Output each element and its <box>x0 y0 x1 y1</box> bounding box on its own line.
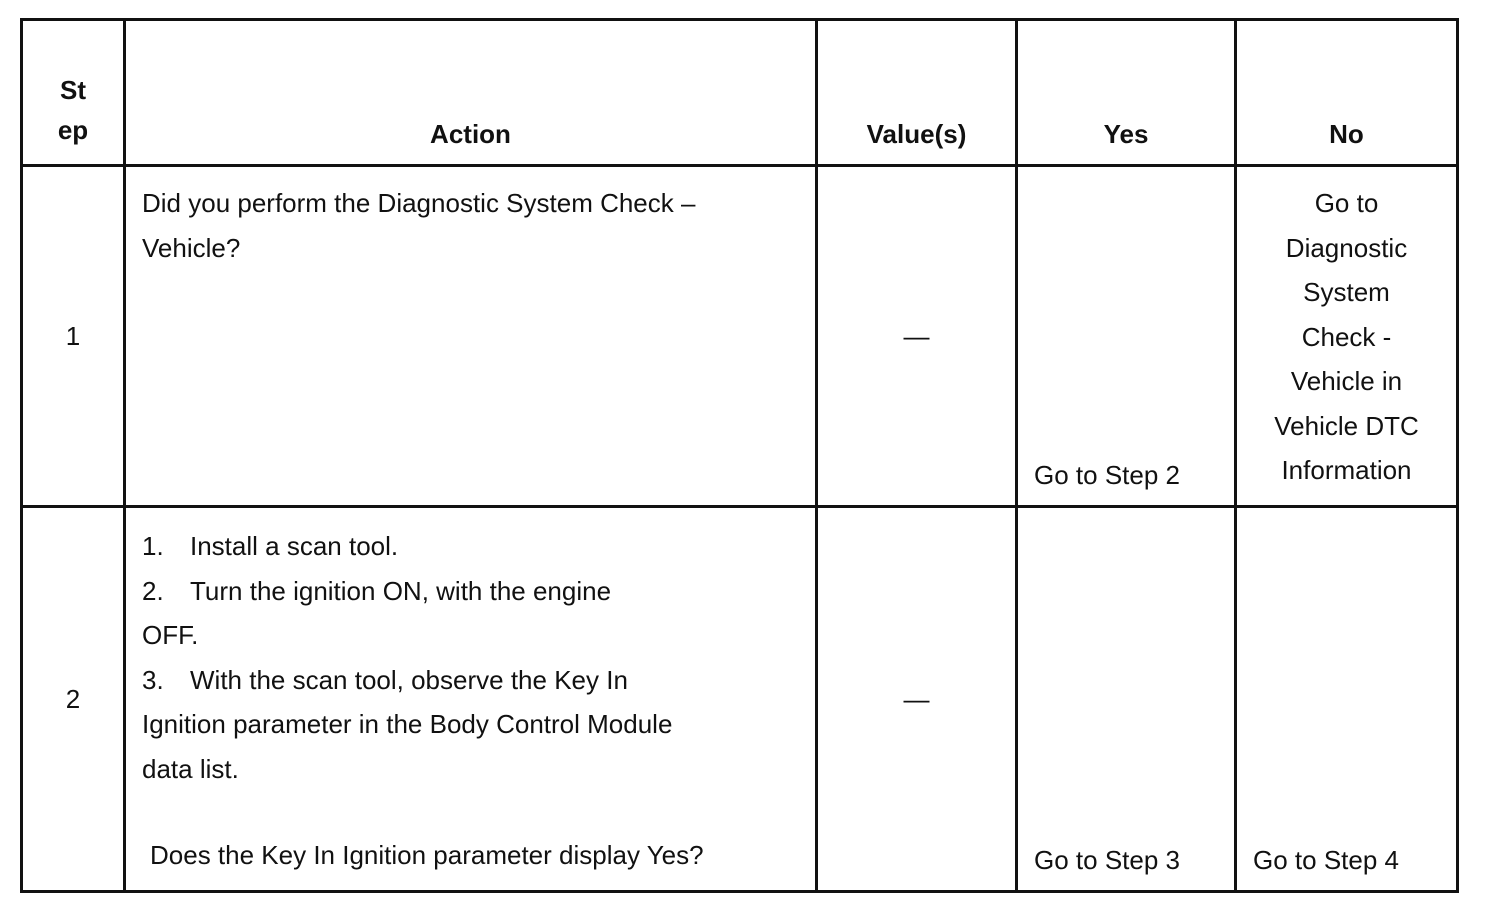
action-cell <box>125 166 817 507</box>
value-cell: — <box>817 166 1017 507</box>
table-row-step-2 <box>22 507 1458 892</box>
no-cell <box>1236 166 1458 507</box>
action-line: Vehicle? <box>142 232 241 263</box>
action-item-text: Turn the ignition ON, with the engine <box>190 575 612 606</box>
header-no: No <box>1236 20 1458 166</box>
header-action: Action <box>125 20 817 166</box>
diagnostic-table <box>20 18 1459 893</box>
action-item <box>142 569 799 614</box>
header-yes: Yes <box>1017 20 1236 166</box>
action-line: Did you perform the Diagnostic System Check – <box>142 188 696 218</box>
header-step-line-2: ep <box>57 115 89 145</box>
table-row-step-1 <box>22 166 1458 507</box>
yes-cell: Go to Step 3 <box>1017 507 1236 892</box>
no-line: Diagnostic <box>1285 232 1408 263</box>
action-item <box>142 524 799 569</box>
yes-cell: Go to Step 2 <box>1017 166 1236 507</box>
no-line: System <box>1303 277 1390 307</box>
step-number: 2 <box>22 507 125 892</box>
value-cell: — <box>817 507 1017 892</box>
no-line: Vehicle in <box>1290 366 1403 396</box>
no-line: Information <box>1281 455 1412 485</box>
action-item-continuation: Ignition parameter in the Body Control Module <box>142 709 673 739</box>
action-item <box>142 658 799 703</box>
no-cell: Go to Step 4 <box>1236 507 1458 892</box>
action-item-continuation: OFF. <box>142 620 199 650</box>
header-step <box>22 20 125 166</box>
action-item-number: 2. <box>142 575 164 606</box>
action-question: Does the Key In Ignition parameter display Yes? <box>150 840 704 870</box>
header-values: Value(s) <box>817 20 1017 166</box>
no-line: Check - <box>1301 321 1392 352</box>
header-row <box>22 20 1458 166</box>
action-cell <box>125 507 817 892</box>
action-item-number: 1. <box>142 531 164 561</box>
step-number: 1 <box>22 166 125 507</box>
no-line: Go to <box>1314 188 1379 218</box>
action-item-continuation: data list. <box>142 753 239 784</box>
action-item-text: With the scan tool, observe the Key In <box>190 664 628 695</box>
no-line: Vehicle DTC <box>1274 410 1419 441</box>
action-item-text: Install a scan tool. <box>190 531 399 561</box>
action-item-number: 3. <box>142 664 164 695</box>
header-step-line-1: St <box>60 75 86 105</box>
